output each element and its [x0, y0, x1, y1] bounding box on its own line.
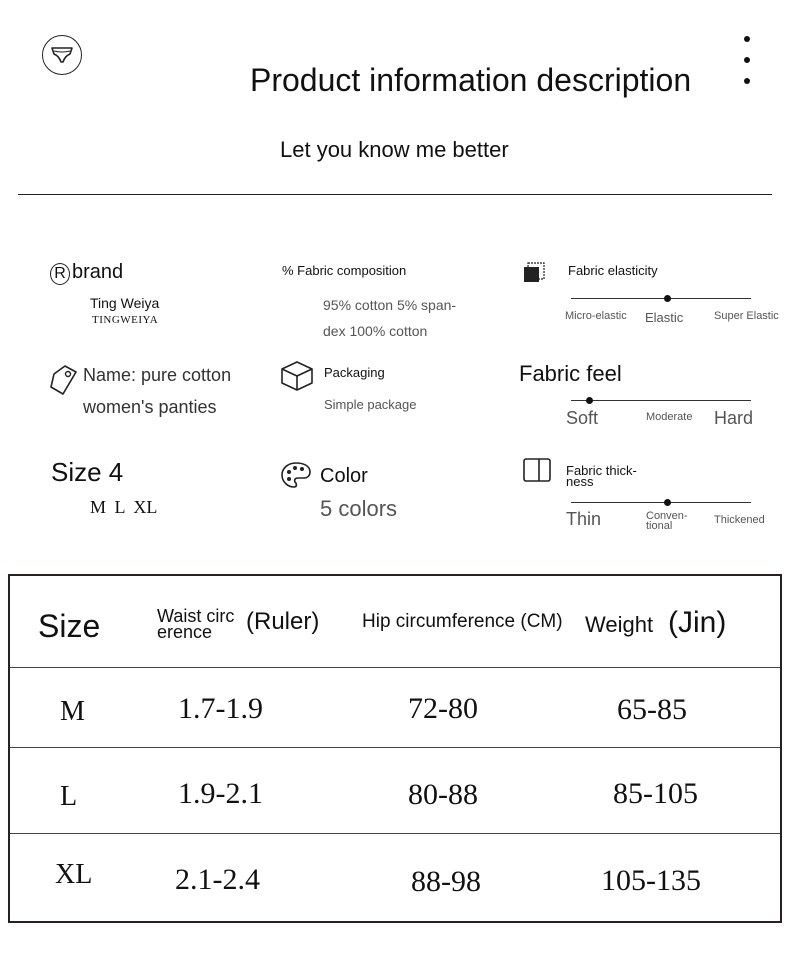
- thickness-option-thin: Thin: [566, 509, 602, 529]
- registered-icon: R: [50, 263, 70, 285]
- feel-option-moderate: Moderate: [646, 411, 693, 423]
- box-icon: [280, 360, 314, 397]
- tag-icon: [49, 364, 79, 401]
- elasticity-option-super: Super Elastic: [714, 310, 779, 322]
- feel-scale-line: [571, 400, 751, 401]
- row-m-waist: 1.7-1.9: [178, 692, 263, 725]
- header-size: Size: [38, 608, 101, 644]
- header-hip: Hip circumference (CM): [362, 611, 563, 632]
- thickness-option-conventional-1: Conven-: [646, 510, 688, 522]
- table-divider: [10, 833, 780, 834]
- color-label: Color: [320, 465, 368, 487]
- thickness-scale-line: [571, 502, 751, 503]
- feel-scale-marker: [586, 397, 593, 404]
- brand-label: brand: [72, 261, 124, 283]
- vertical-dots-icon[interactable]: [744, 36, 754, 99]
- row-l-weight: 85-105: [613, 777, 698, 810]
- header-weight-unit: (Jin): [668, 606, 727, 639]
- row-xl-hip: 88-98: [411, 865, 481, 898]
- row-l-waist: 1.9-2.1: [178, 777, 263, 810]
- packaging-label: Packaging: [324, 365, 385, 380]
- table-divider: [10, 667, 780, 668]
- row-m-weight: 65-85: [617, 693, 687, 726]
- fabric-composition-line2: dex 100% cotton: [323, 323, 428, 339]
- thickness-scale-marker: [664, 499, 671, 506]
- palette-icon: [280, 461, 312, 494]
- feel-option-soft: Soft: [566, 408, 599, 428]
- feel-option-hard: Hard: [714, 408, 754, 428]
- row-xl-size: XL: [55, 859, 93, 890]
- size-table: [8, 574, 782, 923]
- elasticity-option-micro: Micro-elastic: [565, 310, 627, 322]
- size-values: M L XL: [90, 497, 158, 517]
- color-value: 5 colors: [320, 496, 398, 521]
- fabric-thickness-label-line2: ness: [566, 474, 594, 489]
- header-waist-unit: (Ruler): [246, 608, 320, 635]
- header-divider: [18, 194, 772, 195]
- row-m-size: M: [60, 696, 85, 727]
- header-weight: Weight: [585, 612, 654, 637]
- header-waist-line1: Waist circ: [157, 606, 235, 626]
- thickness-option-conventional-2: tional: [646, 520, 673, 532]
- page-subtitle: Let you know me better: [280, 137, 509, 162]
- elasticity-option-elastic: Elastic: [645, 310, 684, 325]
- size-count-label: Size 4: [51, 457, 124, 487]
- page-title: Product information description: [250, 62, 692, 98]
- elasticity-scale-line: [571, 298, 751, 299]
- row-l-size: L: [60, 781, 78, 812]
- brand-label-row: [50, 261, 123, 285]
- row-l-hip: 80-88: [408, 778, 478, 811]
- thickness-option-thickened: Thickened: [714, 514, 765, 526]
- row-xl-waist: 2.1-2.4: [175, 863, 260, 896]
- fabric-thickness-label-line1: Fabric thick-: [566, 463, 637, 478]
- book-icon: [523, 457, 551, 488]
- brand-name: Ting Weiya: [90, 295, 160, 311]
- row-m-hip: 72-80: [408, 692, 478, 725]
- brand-logo-text: TINGWEIYA: [92, 314, 159, 326]
- fabric-feel-label: Fabric feel: [519, 361, 622, 386]
- header-waist-line2: erence: [157, 622, 213, 642]
- row-xl-weight: 105-135: [601, 864, 701, 897]
- table-divider: [10, 747, 780, 748]
- fabric-composition-label: % Fabric composition: [282, 263, 407, 278]
- product-name-line2: women's panties: [83, 397, 217, 417]
- fabric-swatch-icon: [523, 262, 543, 282]
- elasticity-scale-marker: [664, 295, 671, 302]
- product-name-line1: Name: pure cotton: [83, 365, 232, 385]
- packaging-value: Simple package: [324, 397, 417, 412]
- panties-icon: [42, 35, 82, 75]
- fabric-elasticity-label: Fabric elasticity: [568, 263, 658, 278]
- fabric-composition-line1: 95% cotton 5% span-: [323, 297, 457, 313]
